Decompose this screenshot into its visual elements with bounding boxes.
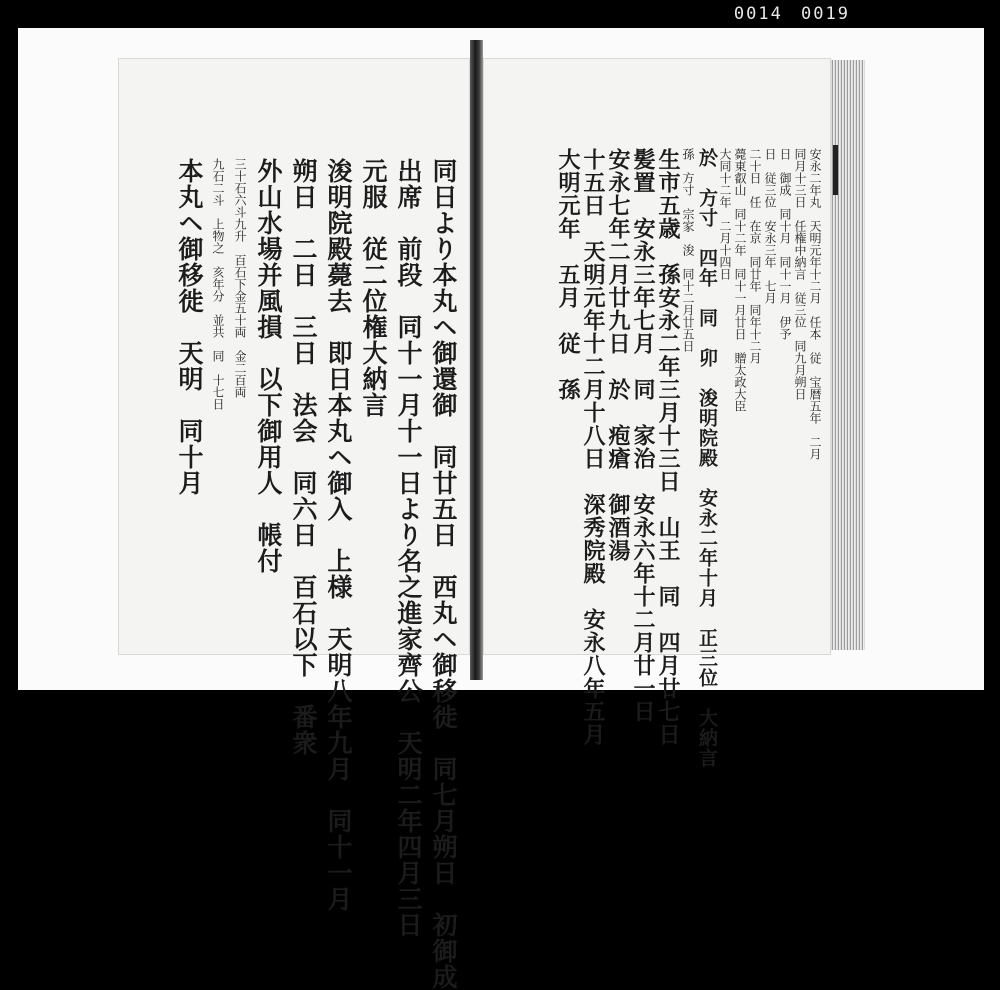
text-column: 元服 従二位権大納言 [359,158,388,418]
text-column: 外山水場并風損 以下御用人 帳付 [254,158,283,574]
page-edge-stack [831,60,865,650]
text-column: 出席 前段 同十一月十一日より名之進家齊公 天明二年四月三日 [394,158,423,938]
text-column: 薨東叡山 同十二年 同十一月廿日 贈太政大臣 [733,148,747,412]
text-column: 於 方寸 四年 同 卯 浚明院殿 安永二年十月 正三位 大納言 [696,148,718,768]
text-column: 九石二斗 上物之 亥年分 並共 同 十七日 [211,158,225,410]
text-column: 安永七年二月廿九日 於 疱瘡 御酒湯 [605,148,631,562]
page-tab-marker [833,145,838,195]
text-column: 生市五歳 孫安永二年三月十三日 山王 同 四月廿七日 [655,148,681,746]
text-column: 同日より本丸ヘ御還御 同廿五日 西丸ヘ御移徙 同七月朔日 初御成 [429,158,458,990]
left-page [118,58,470,990]
text-column: 大同十二年 二月十四日 [718,148,732,280]
text-column: 朔日 二日 三日 法会 同六日 百石以下 番衆 [289,158,318,756]
book-gutter [470,40,483,680]
right-page [483,58,831,768]
right-page-text [483,58,831,768]
left-page-text [118,58,470,990]
text-column: 日 御成 同十月 同十一月 伊予 [778,148,792,340]
text-column: 髪置 安永三年七月 同 家治 安永六年十二月廿一日 [630,148,656,723]
text-column: 同月十三日 任権中納言 従三位 同九月朔日 [793,148,807,400]
text-column: 十五日 天明元年十二月十八日 深秀院殿 安永八年五月 [580,148,606,746]
text-column: 二十日 任 在京 同廿年 同年十二月 [748,148,762,364]
text-column: 浚明院殿薨去 即日本丸ヘ御入 上様 天明八年九月 同十一月 [324,158,353,912]
text-column: 大明元年 五月 従 孫 [555,148,581,401]
text-column: 三十石六斗九升 百石下金五十両 金二百両 [233,158,247,398]
text-column: 日 従三位 安永三年 七月 [763,148,777,304]
text-column: 本丸ヘ御移徙 天明 同十月 [175,158,204,496]
film-counter: 0014 0019 [733,4,850,24]
text-column: 安永二年丸 天明元年十二月 任本 従 宝暦五年 二月 [808,148,822,460]
text-column: 孫 方寸 宗家 浚 同十二月廿五日 [681,148,695,352]
